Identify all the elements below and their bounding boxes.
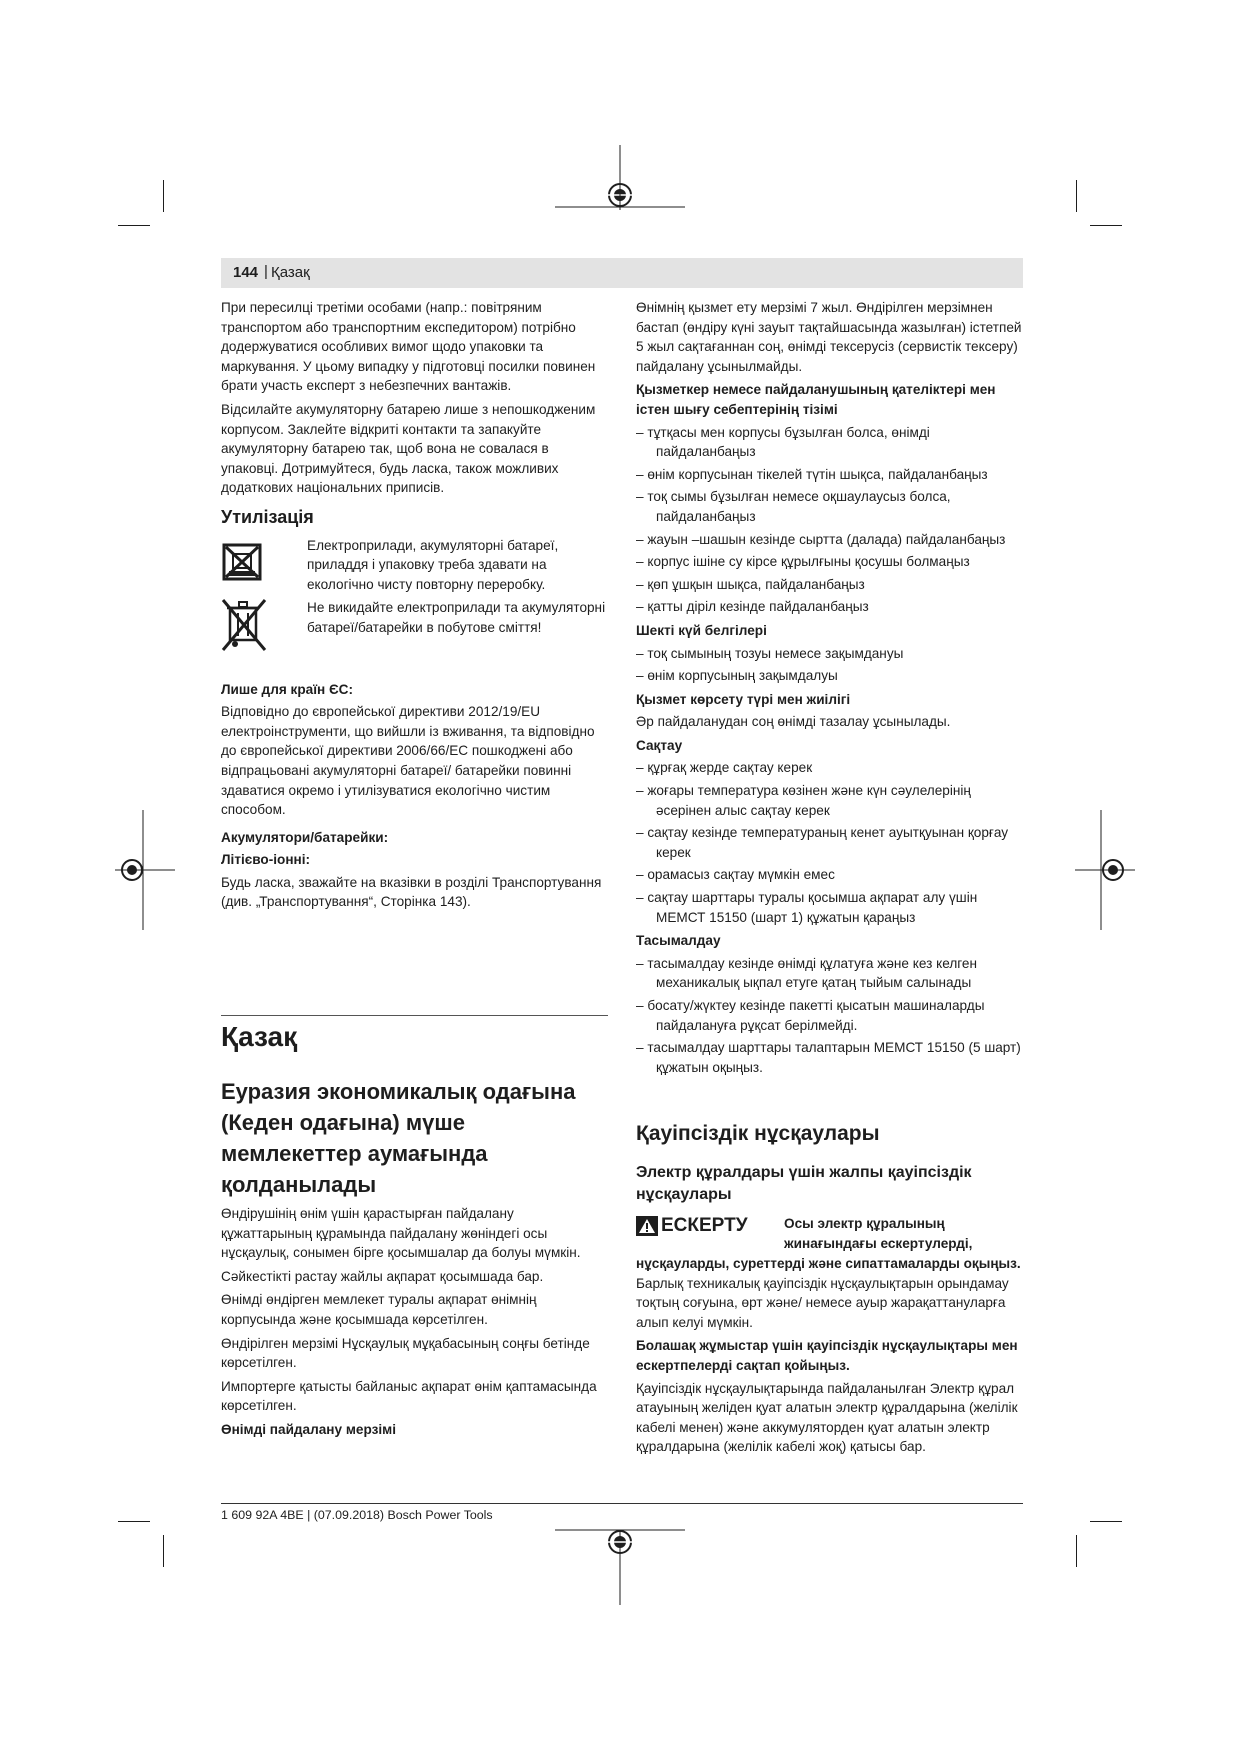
list-item: – жауын –шашын кезінде сыртта (далада) пайдаланбаңыз [636,530,1023,550]
transport-paragraph: При пересилці третіми особами (напр.: повітряним транспортом або транспортним експедитором) потрібно додержуватися особливих вимог щодо упаковки та маркування. У цьому випадку у підготовці посилки повинен брати участь експерт з небезпечних вантажів. [221,300,596,394]
transport-title: Тасымалдау [636,933,721,949]
header-language: Қазақ [271,264,310,281]
eurasia-paragraph-4: Өндірілген мерзімі Нұсқаулық мұқабасының соңғы бетінде көрсетілген. [221,1335,590,1371]
header-separator: | [264,263,268,280]
keep-title: Болашақ жұмыстар үшін қауіпсіздік нұсқаулықтары мен ескертпелерді сақтап қойыңыз. [636,1338,1018,1373]
page-number: 144 [233,264,259,281]
warning-label-box [636,1216,748,1236]
list-item: – құрғақ жерде сақтау керек [636,758,1023,778]
footer-rule [221,1503,1023,1504]
crop-mark [163,1535,164,1567]
list-item: – тоқ сымы бұзылған немесе оқшаулаусыз болса, пайдаланбаңыз [636,487,1023,526]
warning-block [636,1214,1023,1254]
section-divider [221,1015,608,1016]
lithium-text: Будь ласка, зважайте на вказівки в розділі Транспортування (див. „Транспортування“, Сторінка 143). [221,874,602,910]
eurasia-paragraph-5: Импортерге қатысты байланыс ақпарат өнім қаптамасында көрсетілген. [221,1378,597,1414]
errors-list [636,423,1023,617]
service-life-title: Өнімді пайдалану мерзімі [221,1421,396,1437]
right-column [636,298,1023,1081]
eurasia-paragraph-2: Сәйкестікті растау жайлы ақпарат қосымшада бар. [221,1268,544,1284]
list-item: – сақтау шарттары туралы қосымша ақпарат алу үшін МЕМСТ 15150 (шарт 1) құжатын қараңыз [636,888,1023,927]
warning-paragraph [636,1254,1023,1332]
registration-mark-left [115,810,175,930]
warning-label: ЕСКЕРТУ [661,1215,748,1237]
list-item: – өнім корпусынан тікелей түтін шықса, пайдаланбаңыз [636,465,1023,485]
warning-bold-2: нұсқауларды, суреттерді және сипаттамаларды оқыңыз. [636,1256,1021,1271]
crossed-bin-icon [221,598,267,654]
disposal-text-household: Не викидайте електроприлади та акумуляторні батареї/батарейки в побутове сміття! [307,600,606,635]
maintenance-text: Әр пайдаланудан соң өнімді тазалау ұсынылады. [636,714,951,730]
transport-list [636,954,1023,1078]
kazakh-title: Қазақ [221,1021,298,1052]
list-item: – сақтау кезінде температураның кенет ауытқуынан қорғау керек [636,823,1023,862]
crop-mark [1076,1535,1077,1567]
eu-title: Лише для країн ЄС: [221,681,354,697]
registration-mark-top [555,145,685,220]
list-item: – тасымалдау шарттары талаптарын МЕМСТ 15150 (5 шарт) құжатын оқыңыз. [636,1038,1023,1077]
storage-list [636,758,1023,927]
crop-mark [118,1521,150,1522]
disposal-block [221,536,608,664]
left-column [221,298,608,916]
errors-title: Қызметкер немесе пайдаланушының қателіктері мен істен шығу себептерінің тізімі [636,382,996,417]
disposal-title: Утилізація [221,506,314,527]
limit-title: Шекті күй белгілері [636,622,767,638]
safety-title: Қауіпсіздік нұсқаулары [636,1122,880,1145]
batteries-title: Акумулятори/батарейки: [221,829,389,845]
eurasia-title: Еуразия экономикалық одағына (Кеден одағына) мүше мемлекеттер аумағында қолданылады [221,1079,576,1197]
list-item: – жоғары температура көзінен және күн сәулелерінің әсерінен алыс сақтау керек [636,781,1023,820]
service-life-text: Өнімнің қызмет ету мерзімі 7 жыл. Өндірілген мерзімнен бастап (өндіру күні зауыт тақтайшасында жазылған) істетпей 5 жыл сақтағаннан соң, өнімді тексерусіз (сервистік тексеру) пайдалану ұсынылмайды. [636,300,1022,374]
list-item: – қатты діріл кезінде пайдаланбаңыз [636,597,1023,617]
crop-mark [1090,225,1122,226]
recycle-packaging-icon [221,542,263,582]
battery-paragraph: Відсилайте акумуляторну батарею лише з непошкодженим корпусом. Заклейте відкриті контакти та запакуйте акумуляторну батарею так, щоб вона не совалася в упаковці. Дотримуйтеся, будь ласка, також можливих додаткових національних приписів. [221,401,596,496]
registration-mark-bottom [555,1520,685,1605]
list-item: – тоқ сымының тозуы немесе зақымдануы [636,644,1023,664]
list-item: – орамасыз сақтау мүмкін емес [636,865,1023,885]
footer-text: 1 609 92A 4BE | (07.09.2018) Bosch Power Tools [221,1508,493,1522]
left-column-lower [221,1020,608,1443]
general-safety-title: Электр құралдары үшін жалпы қауіпсіздік нұсқаулары [636,1164,972,1203]
limit-list [636,644,1023,686]
right-column-lower [636,1120,1023,1461]
list-item: – қөп ұшқын шықса, пайдаланбаңыз [636,575,1023,595]
warning-bold-1: Осы электр құралының жинағындағы ескертулерді, [784,1216,973,1251]
registration-mark-right [1075,810,1135,930]
list-item: – корпус ішіне су кірсе құрылғыны қосушы болмаңыз [636,552,1023,572]
list-item: – тұтқасы мен корпусы бұзылған болса, өнімді пайдаланбаңыз [636,423,1023,462]
list-item: – өнім корпусының зақымдалуы [636,666,1023,686]
eurasia-paragraph-3: Өнімді өндірген мемлекет туралы ақпарат өнімнің корпусында және қосымшада көрсетілген. [221,1292,537,1327]
keep-text: Қауіпсіздік нұсқаулықтарында пайдаланылған Электр құрал атауының желіден қуат алатын электр құралдарына (желілік кабелі менен) және аккумуляторден қуат алатын электр құралдарына (желілік кабелі жоқ) қатысы бар. [636,1380,1018,1455]
list-item: – тасымалдау кезінде өнімді құлатуға және кез келген механикалық ықпал етуге қатаң тыйым салынады [636,954,1023,993]
disposal-text-recycling: Електроприлади, акумуляторні батареї, приладдя і упаковку треба здавати на екологічно чисту повторну переробку. [307,537,559,592]
crop-mark [1076,180,1077,212]
warning-triangle-icon [636,1216,658,1236]
list-item: – босату/жүктеу кезінде пакетті қысатын машиналарды пайдалануға рұқсат берілмейді. [636,996,1023,1035]
page-header [221,258,1023,288]
eu-text: Відповідно до європейської директиви 2012/19/EU електроінструменти, що вийшли із вживання, та відповідно до європейської директиви 2006/66/EC пошкоджені або відпрацьовані акумуляторні батареї/ батарейки повинні здаватися окремо і утилізуватися екологічно чистим способом. [221,704,595,818]
maintenance-title: Қызмет көрсету түрі мен жиілігі [636,691,851,707]
warning-text: Барлық техникалық қауіпсіздік нұсқаулықтарын орындамау тоқтың соғуына, өрт және/ немесе ауыр жарақаттануларға алып келуі мүмкін. [636,1275,1009,1330]
storage-title: Сақтау [636,737,683,753]
crop-mark [163,180,164,212]
lithium-title: Літієво-іонні: [221,852,311,868]
eurasia-paragraph-1: Өндірушінің өнім үшін қарастырған пайдалану құжаттарының құрамында пайдалану жөніндегі осы нұсқаулық, сонымен бірге қосымшалар да болуы мүмкін. [221,1206,581,1261]
crop-mark [118,225,150,226]
crop-mark [1090,1521,1122,1522]
